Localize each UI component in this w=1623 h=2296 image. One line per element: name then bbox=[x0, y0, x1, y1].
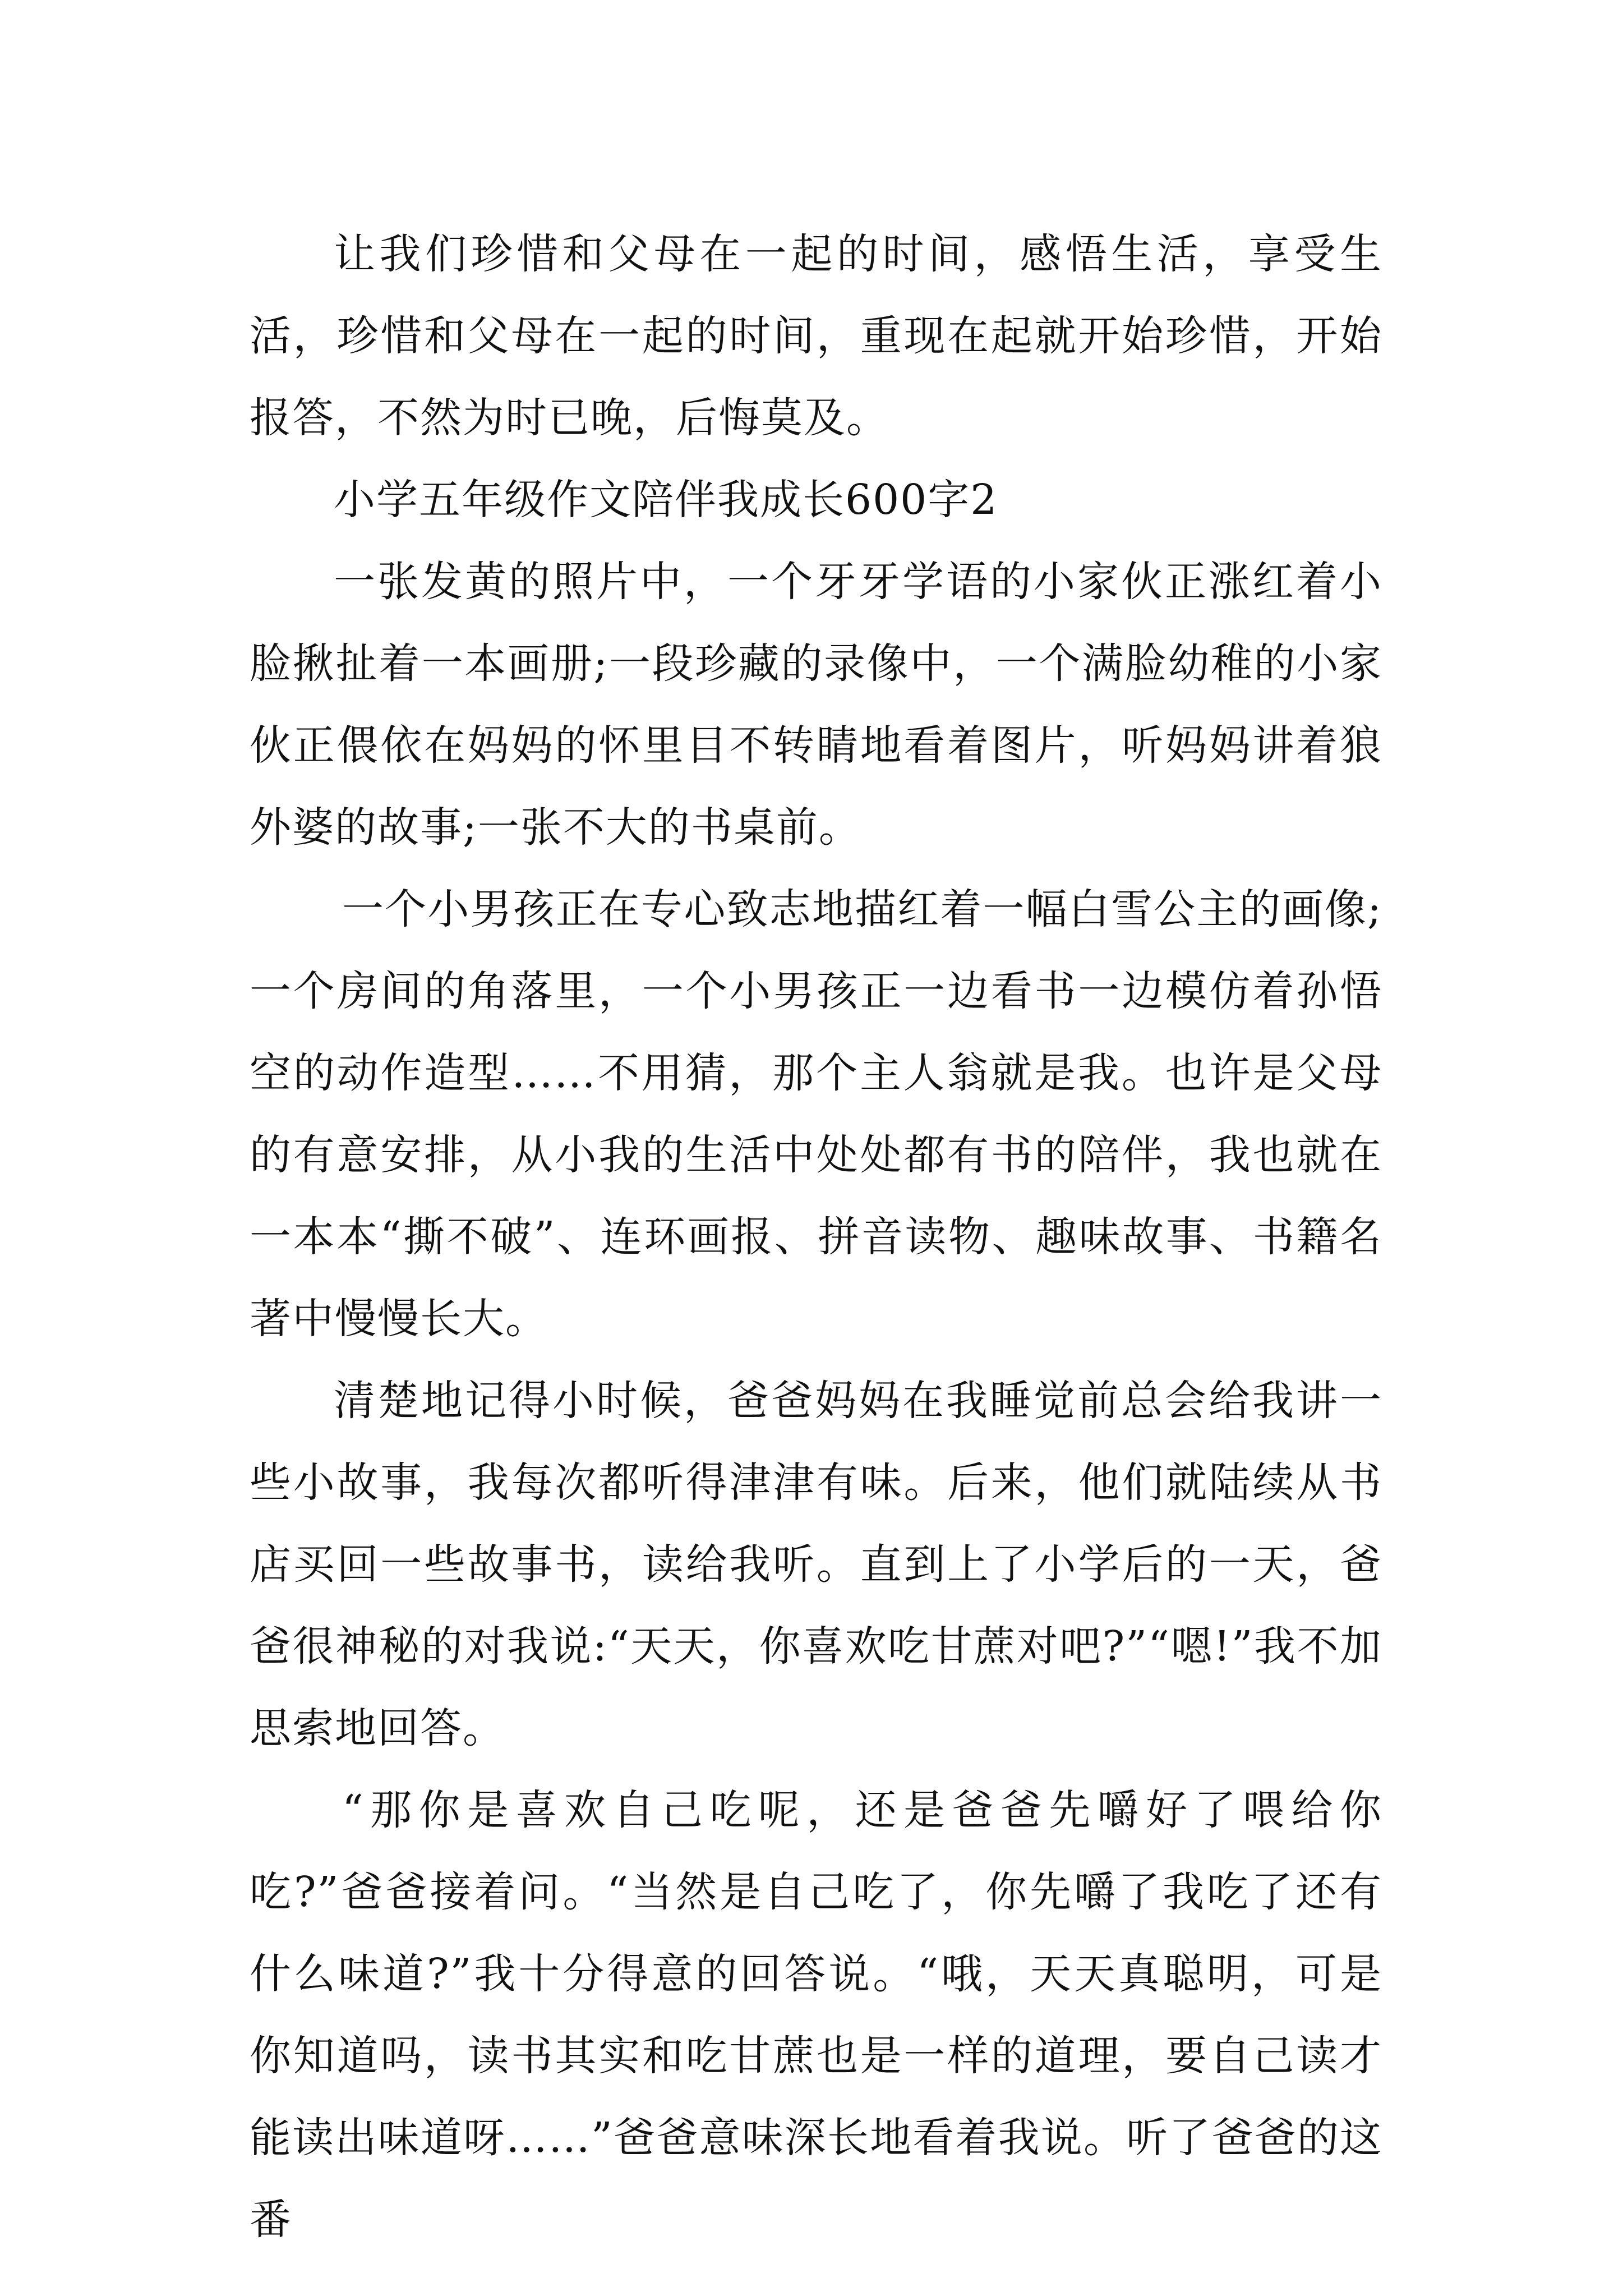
paragraph-little-boy: 一个小男孩正在专心致志地描红着一幅白雪公主的画像;一个房间的角落里，一个小男孩正一边看书一边模仿着孙悟空的动作造型……不用猜，那个主人翁就是我。也许是父母的有意安排，从小我的生活中处处都有书的陪伴，我也就在一本本“撕不破”、连环画报、拼音读物、趣味故事、书籍名著中慢慢长大。 bbox=[250, 885, 1382, 1343]
essay-title: 小学五年级作文陪伴我成长600字2 bbox=[334, 476, 998, 524]
paragraph-sugarcane: “那你是喜欢自己吃呢，还是爸爸先嚼好了喂给你吃?”爸爸接着问。“当然是自己吃了，你先嚼了我吃了还有什么味道?”我十分得意的回答说。“哦，天天真聪明，可是你知道吗，读书其实和吃甘蔗也是一样的道理，要自己读才能读出味道呀……”爸爸意味深长地看着我说。听了爸爸的这番 bbox=[250, 1786, 1382, 2244]
essay-body bbox=[250, 213, 1382, 2261]
paragraph-childhood-stories: 清楚地记得小时候，爸爸妈妈在我睡觉前总会给我讲一些小故事，我每次都听得津津有味。后来，他们就陆续从书店买回一些故事书，读给我听。直到上了小学后的一天，爸爸很神秘的对我说:“天天，你喜欢吃甘蔗对吧?”“嗯!”我不加思索地回答。 bbox=[250, 1377, 1382, 1752]
paragraph-cherish-parents: 让我们珍惜和父母在一起的时间，感悟生活，享受生活，珍惜和父母在一起的时间，重现在起就开始珍惜，开始报答，不然为时已晚，后悔莫及。 bbox=[250, 230, 1382, 442]
paragraph-yellow-photo: 一张发黄的照片中，一个牙牙学语的小家伙正涨红着小脸揪扯着一本画册;一段珍藏的录像中，一个满脸幼稚的小家伙正偎依在妈妈的怀里目不转睛地看着图片，听妈妈讲着狼外婆的故事;一张不大的书桌前。 bbox=[250, 558, 1382, 852]
